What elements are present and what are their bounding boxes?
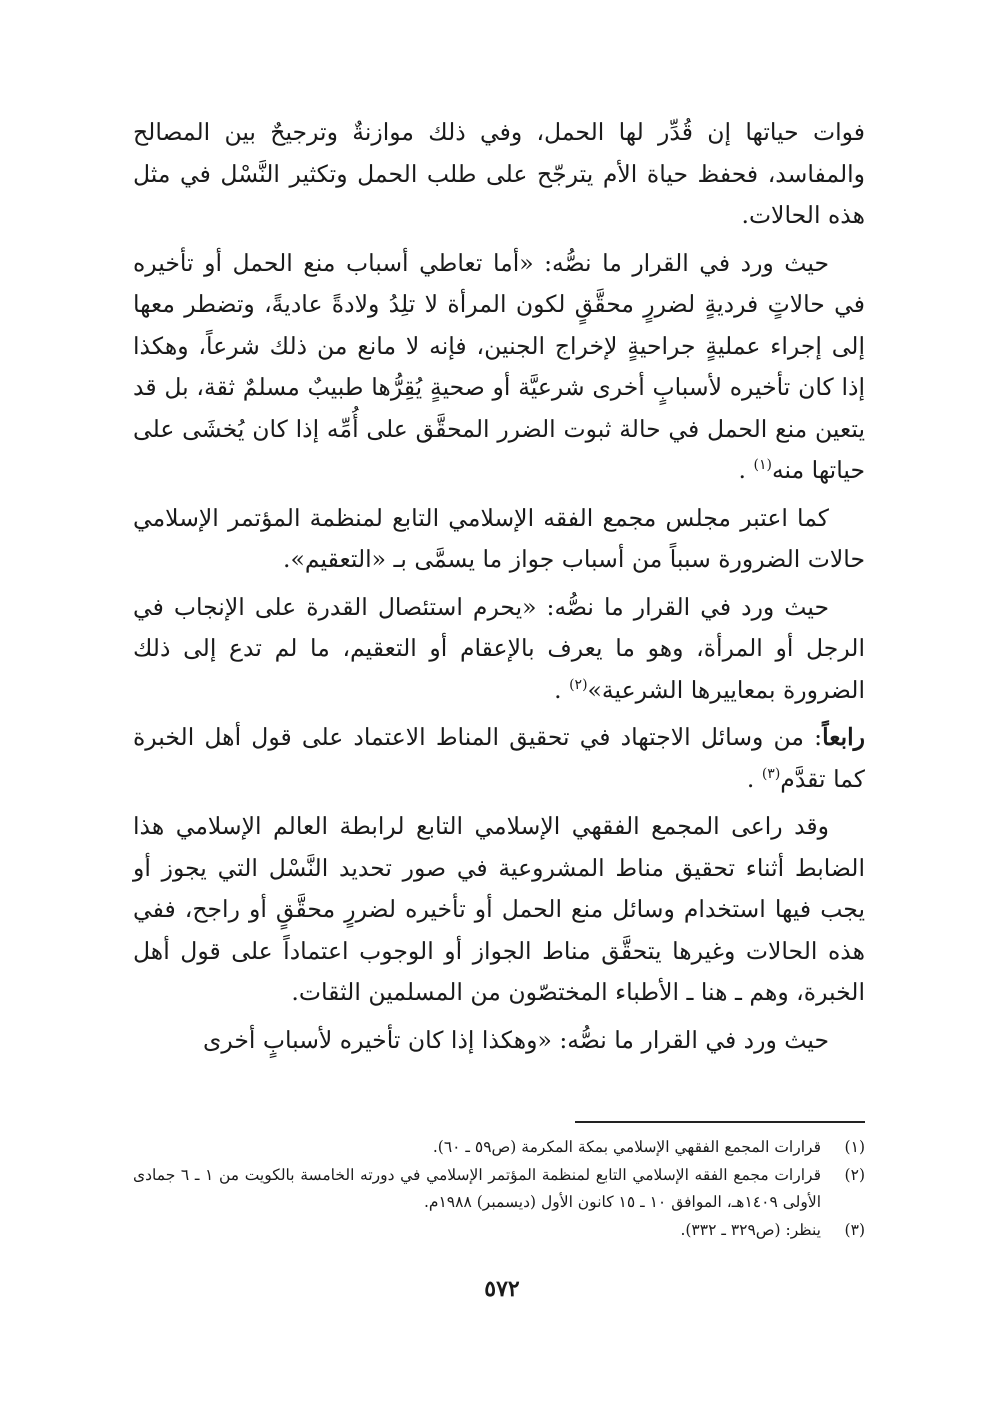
- paragraph-3: [133, 498, 865, 581]
- section-heading-rabian: رابعاً: [822, 723, 865, 751]
- paragraph-4-end: .: [554, 675, 562, 704]
- paragraph-1: [133, 112, 865, 237]
- page-number: ٥٧٢: [484, 1276, 520, 1302]
- paragraph-7: [133, 1020, 865, 1062]
- paragraph-5: [133, 717, 865, 800]
- footnote-text: قرارات المجمع الفقهي الإسلامي بمكة المكرمة (ص٥٩ ـ ٦٠).: [432, 1138, 821, 1156]
- paragraph-6: [133, 806, 865, 1014]
- paragraph-5-text: : من وسائل الاجتهاد في تحقيق المناط الاعتماد على قول أهل الخبرة كما تقدَّم: [133, 723, 865, 793]
- paragraph-1-text: فوات حياتها إن قُدِّر لها الحمل، وفي ذلك موازنةٌ وترجيحٌ بين المصالح والمفاسد، فحفظ حياة الأم يترجّح على طلب الحمل وتكثير النَّسْل في مثل هذه الحالات.: [133, 118, 865, 229]
- footnote-text: قرارات مجمع الفقه الإسلامي التابع لمنظمة المؤتمر الإسلامي في دورته الخامسة بالكويت من ١ ـ ٦ جمادى الأولى ١٤٠٩هـ، الموافق ١٠ ـ ١٥ كانون الأول (ديسمبر) ١٩٨٨م.: [133, 1166, 821, 1211]
- footnote-3: [133, 1217, 865, 1244]
- footnote-2: [133, 1162, 865, 1216]
- footnote-text: ينظر: (ص٣٢٩ ـ ٣٣٢).: [680, 1221, 821, 1239]
- main-text: [133, 112, 865, 1067]
- paragraph-5-end: .: [746, 764, 755, 793]
- footnotes: [133, 1134, 865, 1245]
- paragraph-6-text: وقد راعى المجمع الفقهي الإسلامي التابع لرابطة العالم الإسلامي هذا الضابط أثناء تحقيق مناط المشروعية في صور تحديد النَّسْل التي يجوز أو يجب فيها استخدام وسائل منع الحمل أو تأخيره لضررٍ محقَّقٍ أو راجح، ففي هذه الحالات وغيرها يتحقَّق مناط الجواز أو الوجوب اعتماداً على قول أهل الخبرة، وهم ـ هنا ـ الأطباء المختصّون من المسلمين الثقات.: [133, 812, 865, 1006]
- footnote-1: [133, 1134, 865, 1161]
- footnote-number: (١): [844, 1138, 865, 1156]
- footnote-ref-1[interactable]: (١): [753, 457, 772, 474]
- paragraph-2-text: حيث ورد في القرار ما نصُّه: «أما تعاطي أسباب منع الحمل أو تأخيره في حالاتٍ فرديةٍ لضررٍ محقَّقٍ لكون المرأة لا تلِدُ ولادةً عاديةً، وتضطر معها إلى إجراء عمليةٍ جراحيةٍ لإخراج الجنين، فإنه لا مانع من ذلك شرعاً، وهكذا إذا كان تأخيره لأسبابٍ أخرى شرعيَّة أو صحيةٍ يُقِرُّها طبيبٌ مسلمٌ ثقة، بل قد يتعين منع الحمل في حالة ثبوت الضرر المحقَّق على أُمِّه إذا كان يُخشَى على حياتها منه: [133, 248, 865, 484]
- paragraph-4: [133, 587, 865, 712]
- paragraph-3-text: كما اعتبر مجلس مجمع الفقه الإسلامي التابع لمنظمة المؤتمر الإسلامي حالات الضرورة سبباً من أسباب جواز ما يسمَّى بـ «التعقيم».: [133, 503, 865, 573]
- paragraph-7-text: حيث ورد في القرار ما نصُّه: «وهكذا إذا كان تأخيره لأسبابٍ أخرى: [202, 1025, 829, 1054]
- paragraph-2: [133, 243, 865, 492]
- footnote-ref-3[interactable]: (٣): [761, 765, 781, 782]
- footnote-divider: [575, 1121, 865, 1123]
- footnote-ref-2[interactable]: (٢): [569, 676, 588, 693]
- footnote-number: (٣): [844, 1221, 865, 1239]
- paragraph-4-text: حيث ورد في القرار ما نصُّه: «يحرم استئصال القدرة على الإنجاب في الرجل أو المرأة، وهو ما يعرف بالإعقام أو التعقيم، ما لم تدع إلى ذلك الضرورة بمعاييرها الشرعية»: [133, 592, 865, 704]
- footnote-number: (٢): [844, 1166, 865, 1184]
- paragraph-2-end: .: [738, 456, 746, 484]
